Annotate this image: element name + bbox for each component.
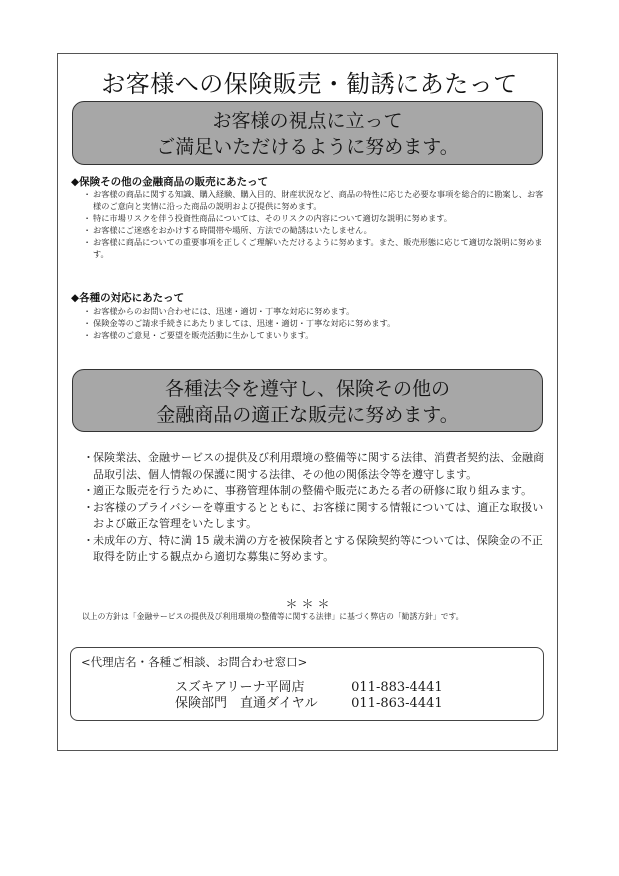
list-item: ・ お客様のプライバシーを尊重するとともに、お客様に関する情報については、適正な取扱いおよび厳正な管理をいたします。 [84, 500, 552, 533]
contact-name: 保険部門 直通ダイヤル [175, 696, 318, 711]
banner-line: 金融商品の適正な販売に努めます。 [156, 404, 459, 426]
contact-phone[interactable]: 011-883-4441 [351, 680, 443, 695]
list-item: ・ 適正な販売を行うために、事務管理体制の整備や販売にあたる者の研修に取り組みます。 [84, 483, 552, 500]
banner-line: 各種法令を遵守し、保険その他の [164, 378, 450, 400]
section-heading-response: ◆各種の対応にあたって [71, 292, 185, 304]
contact-title: <代理店名・各種ご相談、お問合わせ窓口> [81, 655, 308, 669]
banner-customer-viewpoint [72, 101, 543, 165]
list-item: ・ 保険業法、金融サービスの提供及び利用環境の整備等に関する法律、消費者契約法、金融商品取引法、個人情報の保護に関する法律、その他の関係法令等を遵守します。 [84, 450, 552, 483]
list-item: ・ お客様に商品についての重要事項を正しくご理解いただけるように努めます。また、販売形態に応じて適切な説明に努めます。 [84, 236, 548, 260]
list-item: ・ 特に市場リスクを伴う投資性商品については、そのリスクの内容について適切な説明に努めます。 [84, 212, 548, 224]
banner-line: ご満足いただけるように努めます。 [156, 136, 459, 158]
banner-line: お客様の視点に立って [212, 110, 403, 132]
list-item: ・ お客様のご意見・ご要望を販売活動に生かしてまいります。 [84, 329, 548, 341]
contact-row-insurance [175, 692, 443, 711]
sales-policy-list [84, 188, 548, 260]
compliance-list [84, 450, 552, 566]
list-item: ・ 未成年の方、特に満 15 歳未満の方を被保険者とする保険契約等については、保険金の不正取得を防止する観点から適切な募集に努めます。 [84, 533, 552, 566]
list-item: ・ お客様からのお問い合わせには、迅速・適切・丁寧な対応に努めます。 [84, 305, 548, 317]
response-policy-list [84, 305, 548, 341]
contact-phone[interactable]: 011-863-4441 [351, 696, 443, 711]
policy-basis-note: 以上の方針は「金融サービスの提供及び利用環境の整備等に関する法律」に基づく弊店の「勧誘方針」です。 [82, 612, 464, 621]
separator-stars: ＊＊＊ [285, 597, 334, 611]
list-item: ・ お客様の商品に関する知識、購入経験、購入目的、財産状況など、商品の特性に応じた必要な事項を総合的に勘案し、お客様のご意向と実情に沿った商品の説明および提供に努めます。 [84, 188, 548, 212]
contact-name: スズキアリーナ平岡店 [175, 680, 305, 695]
list-item: ・ お客様にご迷惑をおかけする時間帯や場所、方法での勧誘はいたしません。 [84, 224, 548, 236]
banner-compliance [72, 369, 543, 432]
page-title: お客様への保険販売・勧誘にあたって [101, 70, 518, 98]
list-item: ・ 保険金等のご請求手続きにあたりましては、迅速・適切・丁寧な対応に努めます。 [84, 317, 548, 329]
contact-box [70, 647, 544, 721]
section-heading-sales: ◆保険その他の金融商品の販売にあたって [71, 176, 269, 188]
